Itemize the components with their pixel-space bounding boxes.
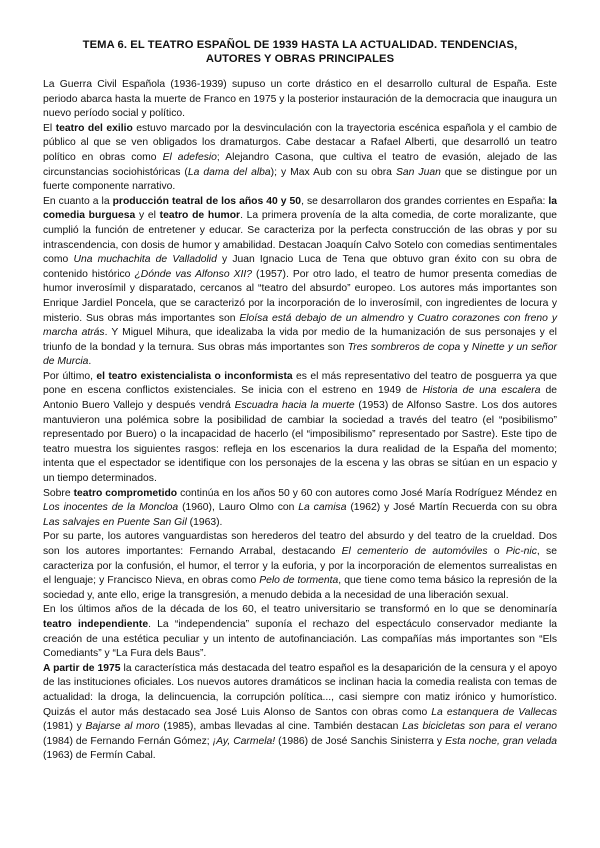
bold-term: el teatro existencialista o inconformista (96, 370, 293, 382)
bold-term: producción teatral de los años 40 y 50 (112, 195, 302, 207)
text-run: . La primera provenía de la alta comedia, de corte moralizante, que cumplió la función de entretener y educar. Se caracteriza por la perfecta construcción de las obras y por su intrascendencia, con dosis de humor y amabilidad. Destacan Joaquín Calvo Sotelo con comedias sentimentales como (43, 210, 557, 266)
paragraph-existentialist (43, 370, 557, 487)
paragraph-after-1975 (43, 662, 557, 764)
work-title: Las salvajes en Puente San Gil (43, 516, 187, 528)
text-run: . La “independencia” suponía el rechazo del espectáculo conservador mediante la creación de una estética peculiar y un intento de autofinanciación. Las compañías más importantes son “Els Comediants” y “La Fura dels Baus”. (43, 618, 557, 660)
text-run: y (460, 341, 472, 353)
text-run: , que tiene como tema básico la represión de la sociedad y, ante ello, erige la transgresión, a menudo debida a la necesidad de una liberación sexual. (43, 575, 557, 601)
text-run: Por su parte, los autores vanguardistas son herederos del teatro del absurdo y del teatro de la crueldad. Dos son los autores importantes: Fernando Arrabal, destacando (43, 531, 557, 557)
work-title: Pelo de tormenta (259, 575, 339, 587)
text-run: continúa en los años 50 y 60 con autores como José María Rodríguez Méndez en (177, 487, 557, 499)
bold-term: teatro del exilio (55, 122, 133, 134)
work-title: Cuatro corazones con freno y marcha atrás (43, 312, 557, 339)
work-title: Los inocentes de la Moncloa (43, 502, 179, 514)
text-run: Por último, (43, 370, 97, 382)
work-title: El cementerio de automóviles (341, 546, 488, 557)
text-run: que se distingue por un fuerte componente narrativo. (43, 166, 557, 193)
text-run: (1963). (186, 516, 223, 528)
work-title: Pic-nic (505, 546, 537, 557)
bold-term: teatro de humor (159, 210, 241, 222)
work-title: Las bicicletas son para el verano (402, 721, 557, 733)
text-run: o (487, 546, 506, 557)
text-run: y el (135, 210, 160, 222)
text-run: , se desarrollaron dos grandes corrientes en España: (301, 195, 549, 207)
work-title: Ninette y un señor de Murcia (43, 341, 557, 368)
work-title: La camisa (298, 502, 347, 514)
work-title: La dama del alba (187, 166, 271, 178)
text-run: La Guerra Civil Española (1936-1939) supuso un corte drástico en el desarrollo cultural de España. Este periodo abarca hasta la muerte de Franco en 1975 y la posterior instauración de la democracia que inaugura un nuevo período social y político. (43, 79, 557, 120)
bold-term: teatro independiente (43, 618, 149, 630)
text-run: En los últimos años de la década de los 60, el teatro universitario se transformó en lo que se denominaría (43, 604, 557, 616)
document-title: TEMA 6. EL TEATRO ESPAÑOL DE 1939 HASTA LA ACTUALIDAD. TENDENCIAS, AUTORES Y OBRAS PRINCIPALES (82, 39, 518, 65)
work-title: Historia de una escalera (422, 385, 541, 397)
text-run: y Juan Ignacio Luca de Tena que obtuvo gran éxito con su obra de contenido histórico (43, 254, 558, 280)
bold-term: la comedia burguesa (43, 195, 557, 222)
text-run: . Y Miguel Mihura, que idealizaba la vida por medio de la humanización de sus personajes y el triunfo de la bondad y la ternura. Sus obras más importantes son (43, 327, 557, 353)
paragraph-independent-theatre (43, 603, 557, 661)
text-run: , se caracteriza por la confusión, el humor, el terror y la euforia, y por la incorporación de elementos surrealistas en el lenguaje; y Francisco Nieva, en obras como (43, 546, 557, 587)
bold-term: A partir de 1975 (43, 662, 121, 674)
text-run: (1960), Lauro Olmo con (178, 502, 299, 514)
work-title: Eloísa está debajo de un almendro (239, 312, 405, 324)
text-run: (1985), ambas llevadas al cine. También destacan (159, 721, 403, 733)
text-run: es el más representativo del teatro de posguerra ya que pone en escena conflictos existenciales. Se inicia con el estreno en 1949 de (43, 370, 558, 397)
text-run: En cuanto a la (43, 195, 113, 207)
text-run: de Antonio Buero Vallejo y después vendrá (43, 385, 557, 412)
work-title: ¿Dónde vas Alfonso XII? (134, 268, 253, 280)
work-title: ¡Ay, Carmela! (212, 735, 276, 747)
work-title: El adefesio (162, 151, 217, 163)
work-title: Esta noche, gran velada (445, 735, 558, 747)
text-run: El (43, 122, 56, 134)
text-run: (1984) de Fernando Fernán Gómez; (43, 735, 213, 747)
text-run: Sobre (43, 487, 74, 499)
paragraph-avant-garde (43, 530, 557, 603)
text-run: ); y Max Aub con su obra (270, 166, 396, 178)
text-run: (1981) y (43, 721, 86, 733)
text-run: ; Alejandro Casona, que cultiva el teatro de evasión, alejado de las circunstancias sociohistóricas ( (43, 151, 557, 178)
work-title: Escuadra hacia la muerte (234, 400, 355, 412)
text-run: . (88, 356, 92, 368)
paragraph-40s-50s (43, 195, 557, 370)
work-title: San Juan (395, 166, 441, 178)
work-title: Bajarse al moro (85, 721, 160, 733)
text-run: (1986) de José Sanchis Sinisterra y (275, 735, 446, 747)
work-title: La estanquera de Vallecas (431, 706, 557, 718)
text-run: (1963) de Fermín Cabal. (43, 750, 156, 762)
text-run: estuvo marcado por la desvinculación con la trayectoria escénica española y el cambio de público al que se ven obligados los dramaturgos. Cabe destacar a Rafael Alberti, que desarrolló un teatro político en obras como (43, 122, 557, 163)
text-run: (1957). Por otro lado, el teatro de humor presenta comedias de humor inverosímil y disparatado, cercanos al “teatro del absurdo” europeo. Los autores más importantes son Enrique Jardiel Poncela, que se caracterizó por la incorporación de lo inverosímil, con ingredientes de locura y misterio. Sus obras más importantes son (43, 268, 557, 324)
paragraph-committed-theatre (43, 487, 557, 531)
document-body (43, 78, 557, 764)
bold-term: teatro comprometido (73, 487, 178, 499)
text-run: la característica más destacada del teatro español es la desaparición de la censura y el apoyo de las instituciones oficiales. Los nuevos autores dramáticos se inclinan hacia la comedia realista con temas de actualidad: la droga, la delincuencia, la corrupción política..., casi siempre con matiz irónico y humorístico. Quizás el autor más destacado sea José Luis Alonso de Santos con obras como (43, 662, 557, 718)
text-run: (1962) y José Martín Recuerda con su obra (346, 502, 557, 514)
text-run: y (404, 312, 418, 324)
paragraph-intro (43, 78, 557, 122)
text-run: (1953) de Alfonso Sastre. Los dos autores mantuvieron una polémica sobre la posibilidad de cambiar la sociedad a través del teatro (el “posibilismo” representado por Buero) o la incapacidad de hacerlo (el “imposibilismo” representado por Sastre). Este tipo de teatro muestra los siguientes rasgos: refleja en los escenarios la dura realidad de la España del momento; intenta que el espectador se identifique con los personajes de la escena y las obras se sitúan en un espacio y un tiempo determinados. (43, 400, 557, 485)
work-title: Una muchachita de Valladolid (73, 254, 217, 266)
work-title: Tres sombreros de copa (347, 341, 461, 353)
paragraph-exile-theatre (43, 122, 557, 195)
